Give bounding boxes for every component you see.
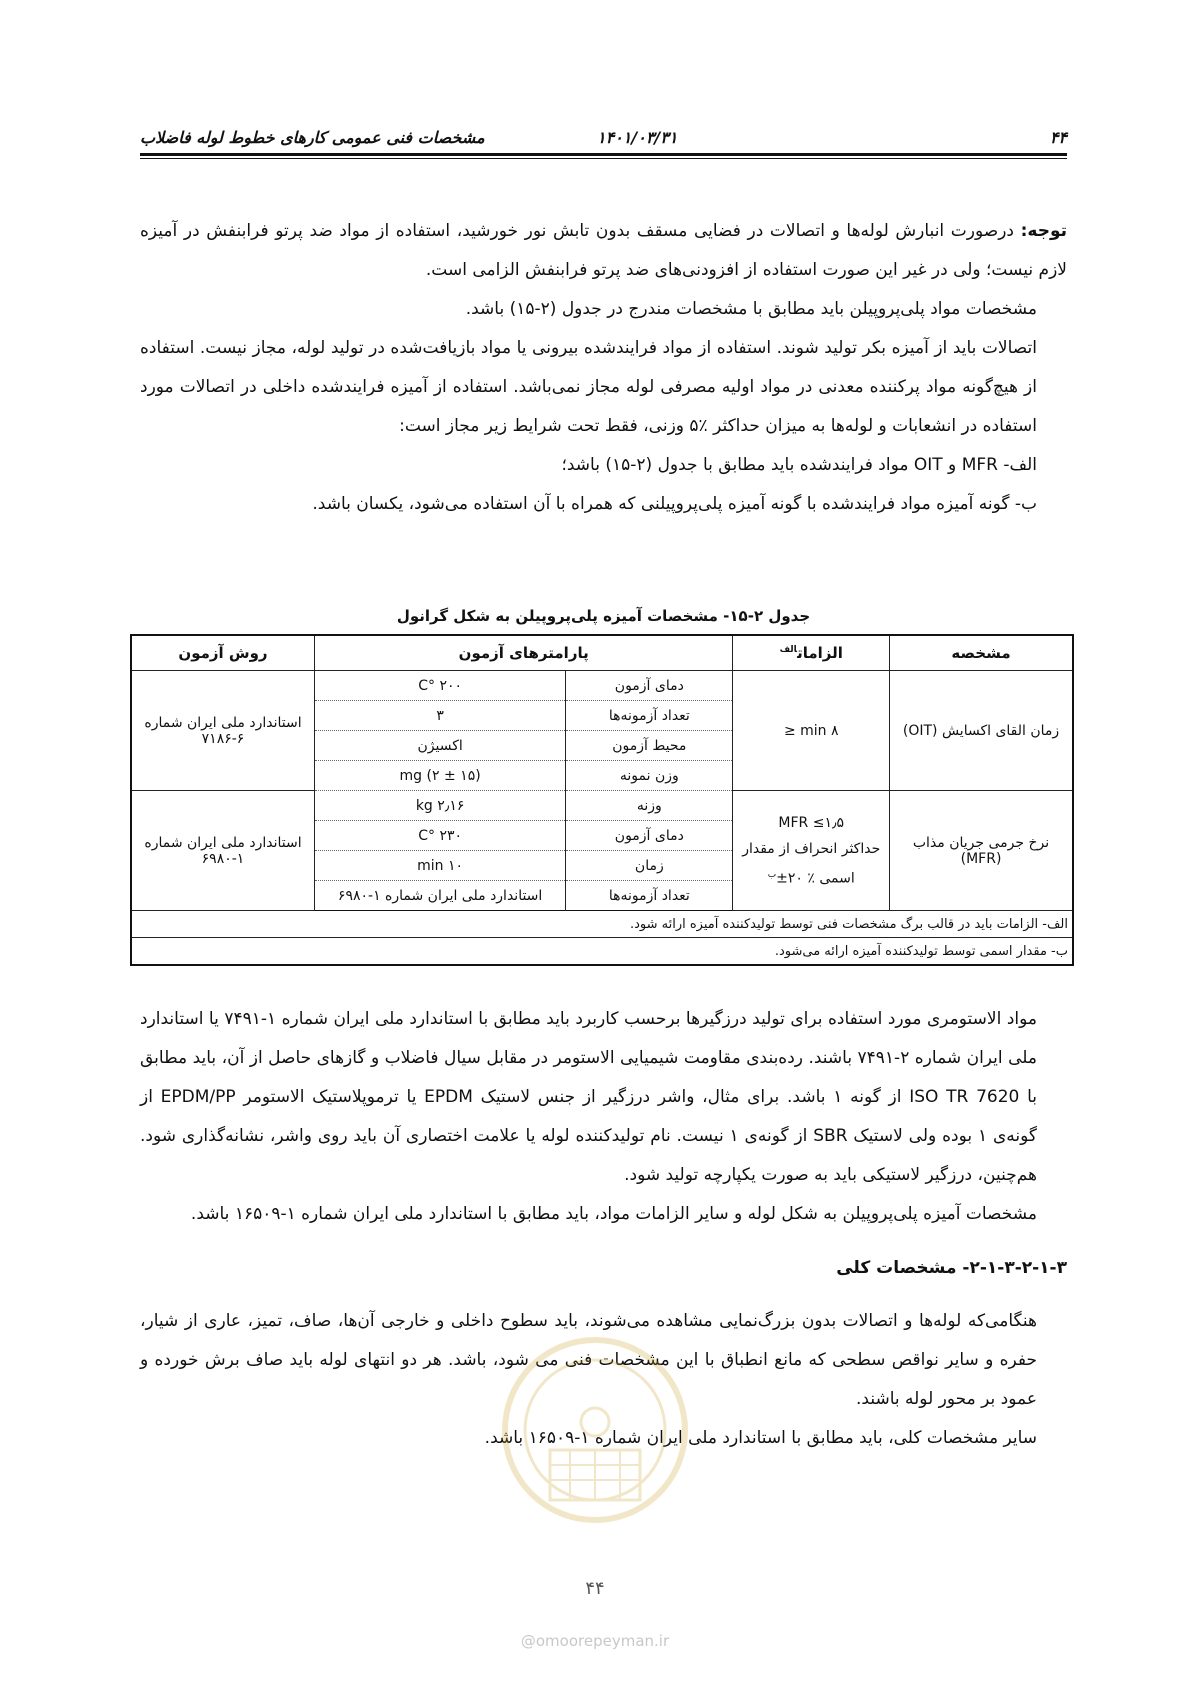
col-spec-header: مشخصه (890, 635, 1073, 671)
req-header-label: الزامات (797, 644, 843, 662)
intro-text (140, 212, 1067, 524)
pipe-compound-paragraph: مشخصات آمیزه پلی‌پروپیلن به شکل لوله و سایر الزامات مواد، باید مطابق با استاندارد ملی ایران شماره ۱-۱۶۵۰۹ باشد. (190, 1204, 1037, 1224)
footer-site: @omoorepeyman.ir (520, 1632, 670, 1650)
watermark-seal-icon (495, 1330, 695, 1560)
oit-req: ۸ min ≤ (733, 671, 890, 791)
spec-table (130, 634, 1074, 966)
mfr-req-line3: اسمی ٪ ۲۰± (776, 870, 855, 887)
table-caption: جدول ۲-۱۵- مشخصات آمیزه پلی‌پروپیلن به شکل گرانول (396, 607, 811, 625)
param-value: ۲۳۰ °C (314, 821, 565, 851)
col-params-header: پارامترهای آزمون (314, 635, 732, 671)
note-lead: توجه: (1020, 221, 1067, 241)
table-note-a: الف- الزامات باید در قالب برگ مشخصات فنی توسط تولیدکننده آمیزه ارائه شود. (131, 911, 1073, 938)
mfr-req-line3-wrap (737, 862, 885, 892)
param-value: استاندارد ملی ایران شماره ۱-۶۹۸۰ (314, 881, 565, 911)
header-date: ۱۴۰۱/۰۳/۳۱ (597, 128, 678, 147)
mfr-req-line1: MFR ≤۱٫۵ (778, 814, 845, 831)
header-title: مشخصات فنی عمومی کارهای خطوط لوله فاضلاب (140, 128, 485, 147)
param-value: اکسیژن (314, 731, 565, 761)
header-rule-thin (140, 158, 1067, 159)
oit-spec: زمان القای اکسایش (OIT) (890, 671, 1073, 791)
param-name: تعداد آزمونه‌ها (566, 701, 733, 731)
mfr-req-line2: حداکثر انحراف از مقدار (742, 840, 881, 857)
param-value: ۳ (314, 701, 565, 731)
mfr-spec: نرخ جرمی جریان مذاب (MFR) (890, 791, 1073, 911)
footer-page-number: ۴۴ (585, 1578, 605, 1599)
param-value: ۲٫۱۶ kg (314, 791, 565, 821)
table-note-row (131, 938, 1073, 966)
param-name: وزنه (566, 791, 733, 821)
mfr-method: استاندارد ملی ایران شماره ۱-۶۹۸۰ (131, 791, 314, 911)
header-page-number: ۴۴ (1049, 128, 1067, 147)
running-header (140, 128, 1067, 154)
mfr-req (733, 791, 890, 911)
param-name: تعداد آزمونه‌ها (566, 881, 733, 911)
col-method-header: روش آزمون (131, 635, 314, 671)
header-rule (140, 153, 1067, 156)
param-name: وزن نمونه (566, 761, 733, 791)
note-paragraph (140, 212, 1067, 290)
fittings-paragraph: اتصالات باید از آمیزه بکر تولید شوند. استفاده از مواد فرایندشده بیرونی یا مواد بازیافت‌شده در تولید لوله، مجاز نیست. استفاده از هیچ‌گونه مواد پرکننده معدنی در مواد اولیه مصرفی لوله مجاز نمی‌باشد. استفاده از آمیزه فرایندشده داخلی در اتصالات مورد استفاده در انشعابات و لوله‌ها به میزان حداکثر ٪۵ وزنی، فقط تحت شرایط زیر مجاز است: (140, 338, 1037, 436)
condition-a: الف- MFR و OIT مواد فرایندشده باید مطابق با جدول (۲-۱۵) باشد؛ (561, 455, 1037, 475)
param-value: ۱۰ min (314, 851, 565, 881)
note-text: درصورت انبارش لوله‌ها و اتصالات در فضایی مسقف بدون تابش نور خورشید، استفاده از مواد ضد پرتو فرابنفش در آمیزه لازم نیست؛ ولی در غیر این صورت استفاده از افزودنی‌های ضد پرتو فرابنفش الزامی است. (140, 221, 1067, 280)
section-heading: ۲-۱-۳-۲-۱-۳- مشخصات کلی (836, 1258, 1067, 1278)
other-specs-paragraph: سایر مشخصات کلی، باید مطابق با استاندارد ملی ایران شماره ۱-۱۶۵۰۹ باشد. (484, 1428, 1037, 1448)
param-value: (۱۵ ± ۲) mg (314, 761, 565, 791)
specs-paragraph: مشخصات مواد پلی‌پروپیلن باید مطابق با مشخصات مندرج در جدول (۲-۱۵) باشد. (465, 299, 1037, 319)
elastomer-text (140, 1000, 1067, 1234)
table-note-row (131, 911, 1073, 938)
table-row (131, 791, 1073, 821)
surface-paragraph: هنگامی‌که لوله‌ها و اتصالات بدون بزرگ‌نمایی مشاهده می‌شوند، باید سطوح داخلی و خارجی آن‌ها، صاف، تمیز، عاری از شیار، حفره و سایر نواقص سطحی که مانع انطباق با این مشخصات فنی می شود، باشد. هر دو انتهای لوله باید صاف برش خورده و عمود بر محور لوله باشند. (140, 1311, 1037, 1409)
req-header-sup: الف (779, 645, 798, 655)
oit-method: استاندارد ملی ایران شماره ۶-۷۱۸۶ (131, 671, 314, 791)
condition-b: ب- گونه آمیزه مواد فرایندشده با گونه آمیزه پلی‌پروپیلنی که همراه با آن استفاده می‌شود، یکسان باشد. (312, 494, 1037, 514)
col-req-header (733, 635, 890, 671)
param-name: دمای آزمون (566, 821, 733, 851)
param-name: دمای آزمون (566, 671, 733, 701)
elastomer-paragraph: مواد الاستومری مورد استفاده برای تولید درزگیرها برحسب کاربرد باید مطابق با استاندارد ملی ایران شماره ۱-۷۴۹۱ یا استاندارد ملی ایران شماره ۲-۷۴۹۱ باشند. رده‌بندی مقاومت شیمیایی الاستومر در مقابل سیال فاضلاب و گازهای حاصل از آن، باید مطابق با ISO TR 7620 از گونه ۱ باشد. برای مثال، واشر درزگیر از جنس لاستیک EPDM یا ترموپلاستیک الاستومر EPDM/PP از گونه‌ی ۱ بوده ولی لاستیک SBR از گونه‌ی ۱ نیست. نام تولیدکننده لوله یا علامت اختصاری آن باید روی واشر، نشانه‌گذاری شود. هم‌چنین، درزگیر لاستیکی باید به صورت یکپارچه تولید شود. (140, 1009, 1037, 1185)
table-note-b: ب- مقدار اسمی توسط تولیدکننده آمیزه ارائه می‌شود. (131, 938, 1073, 966)
table-row (131, 671, 1073, 701)
param-value: ۲۰۰ °C (314, 671, 565, 701)
param-name: زمان (566, 851, 733, 881)
param-name: محیط آزمون (566, 731, 733, 761)
table-header-row (131, 635, 1073, 671)
mfr-req-sup: ب (767, 869, 777, 880)
